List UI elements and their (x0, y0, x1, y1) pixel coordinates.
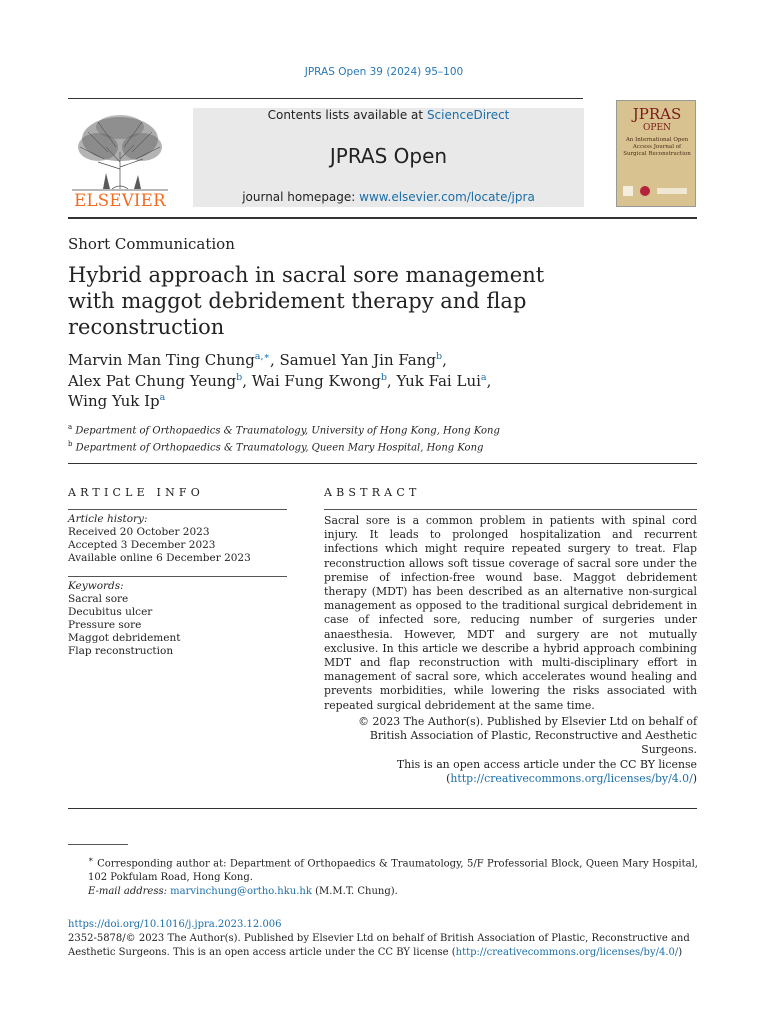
affiliation-item (68, 421, 668, 438)
abstract-rule (324, 509, 697, 510)
cover-description: An International Open Access Journal of Surgical Reconstruction (623, 137, 691, 157)
bottom-license-link[interactable]: http://creativecommons.org/licenses/by/4.0/ (455, 947, 679, 958)
author-separator: , (269, 351, 280, 369)
journal-cover-image (616, 100, 696, 207)
author-affiliation-mark[interactable]: b (380, 371, 387, 383)
doi-and-copyright (68, 918, 698, 960)
keywords-label: Keywords: (68, 580, 124, 592)
keyword-item: Decubitus ulcer (68, 606, 153, 618)
elsevier-wordmark: ELSEVIER (74, 191, 166, 210)
author-name[interactable]: Samuel Yan Jin Fang (279, 351, 436, 369)
license-link-line: (http://creativecommons.org/licenses/by/4.0/) (446, 771, 697, 785)
author-name[interactable]: Alex Pat Chung Yeung (68, 371, 237, 390)
affiliation-mark: a (68, 423, 73, 431)
keywords-rule (68, 576, 287, 577)
author-name[interactable]: Wai Fung Kwong (251, 371, 381, 390)
affiliation-list (68, 421, 668, 455)
author-name[interactable]: Yuk Fai Lui (396, 371, 481, 390)
article-type: Short Communication (68, 235, 235, 253)
contents-available-line (193, 108, 584, 122)
author-separator: , (442, 351, 447, 369)
abstract-heading: ABSTRACT (324, 486, 421, 499)
corresponding-author-footnote (68, 852, 698, 899)
journal-homepage-line (193, 190, 584, 204)
author-list (68, 350, 588, 412)
header-top-rule (68, 98, 583, 99)
article-title: Hybrid approach in sacral sore management with maggot debridement therapy and flap reconstruction (68, 263, 545, 339)
keyword-item: Pressure sore (68, 619, 142, 631)
doi-link[interactable]: https://doi.org/10.1016/j.jpra.2023.12.006 (68, 919, 282, 930)
author-separator: , (386, 371, 397, 390)
contents-prefix: Contents lists available at (267, 108, 427, 122)
received-date: Received 20 October 2023 (68, 526, 210, 538)
article-info-rule (68, 509, 287, 510)
abstract-bottom-rule (68, 808, 697, 809)
keyword-item: Flap reconstruction (68, 645, 174, 657)
author-separator: , (242, 371, 252, 390)
affiliation-text: Department of Orthopaedics & Traumatology, Queen Mary Hospital, Hong Kong (75, 442, 484, 454)
journal-name: JPRAS Open (329, 144, 448, 168)
online-date: Available online 6 December 2023 (68, 552, 251, 564)
author-affiliation-mark[interactable]: a (159, 392, 166, 403)
author-affiliation-mark[interactable]: b (236, 371, 243, 383)
author-name[interactable]: Marvin Man Ting Chung (68, 351, 255, 369)
email-label: E-mail address: (88, 886, 167, 898)
email-suffix: (M.M.T. Chung). (311, 886, 398, 898)
author-affiliation-mark[interactable]: a (480, 371, 487, 383)
accepted-date: Accepted 3 December 2023 (68, 539, 216, 551)
issn-copyright-line: 2352-5878/© 2023 The Author(s). Published by Elsevier Ltd on behalf of British Association of Plastic, Reconstructive and (68, 933, 690, 944)
footnote-separator (68, 844, 128, 845)
abstract-body: Sacral sore is a common problem in patients with spinal cord injury. It leads to prolonged hospitalization and recurrent infections which might require repeated surgery to treat. Flap reconstruction allows soft tissue coverage of sacral sore under the premise of infection-free wound base. Maggot debridement therapy (MDT) has been described as an alternative non-surgical management as opposed to the traditional surgical debridement in case of infected sore, reducing number of surgeries under anaesthesia. However, MDT and surgery are not mutually exclusive. In this article we describe a hybrid approach combining MDT and flap reconstruction with multi-disciplinary effort in management of sacral sore, which accelerates wound healing and prevents morbidities, while lowering the risks associated with repeated surgical debridement at the same time. (324, 514, 697, 712)
cover-publisher-marks (623, 184, 691, 198)
bottom-license-line (68, 946, 698, 960)
license-link[interactable]: http://creativecommons.org/licenses/by/4.0/ (450, 771, 693, 785)
cover-subtitle: OPEN (643, 123, 671, 133)
section-rule (68, 463, 697, 464)
affiliation-text: Department of Orthopaedics & Traumatology, University of Hong Kong, Hong Kong (75, 425, 500, 437)
keyword-item: Sacral sore (68, 593, 129, 605)
affiliation-mark: b (68, 439, 73, 448)
keyword-item: Maggot debridement (68, 632, 181, 644)
homepage-prefix: journal homepage: (242, 190, 360, 204)
keyword-list (68, 580, 288, 658)
header-bottom-rule (68, 217, 697, 219)
email-line (68, 885, 698, 899)
author-separator: , (486, 371, 492, 390)
copyright-line: British Association of Plastic, Reconstructive and Aesthetic (369, 729, 697, 743)
bottom-license-suffix: ) (678, 947, 683, 958)
abstract-copyright (324, 715, 697, 786)
author-affiliation-mark[interactable]: b (435, 351, 443, 362)
journal-homepage-link[interactable]: www.elsevier.com/locate/jpra (359, 190, 535, 204)
article-info-heading: ARTICLE INFO (68, 486, 204, 499)
history-label: Article history: (68, 513, 148, 525)
license-line: This is an open access article under the CC BY license (396, 757, 697, 771)
bottom-license-prefix: Aesthetic Surgeons. This is an open access article under the CC BY license ( (68, 947, 456, 958)
copyright-line: © 2023 The Author(s). Published by Elsevier Ltd on behalf of (358, 715, 697, 728)
footnote-mark: ∗ (88, 854, 94, 864)
article-history (68, 513, 288, 565)
copyright-line: Surgeons. (641, 743, 697, 757)
sciencedirect-link[interactable]: ScienceDirect (426, 108, 510, 122)
journal-reference[interactable]: JPRAS Open 39 (2024) 95–100 (304, 66, 464, 78)
corresponding-address: Corresponding author at: Department of Orthopaedics & Traumatology, 5/F Professorial Block, Queen Mary Hospital, 102 Pokfulam Road, Hong Kong. (88, 858, 698, 884)
author-name[interactable]: Wing Yuk Ip (68, 392, 160, 410)
affiliation-item (68, 438, 668, 455)
author-affiliation-mark[interactable]: a,∗ (254, 351, 270, 362)
corresponding-author-text (68, 852, 698, 885)
author-email-link[interactable]: marvinchung@ortho.hku.hk (170, 886, 312, 898)
cover-title: JPRAS (632, 105, 682, 123)
